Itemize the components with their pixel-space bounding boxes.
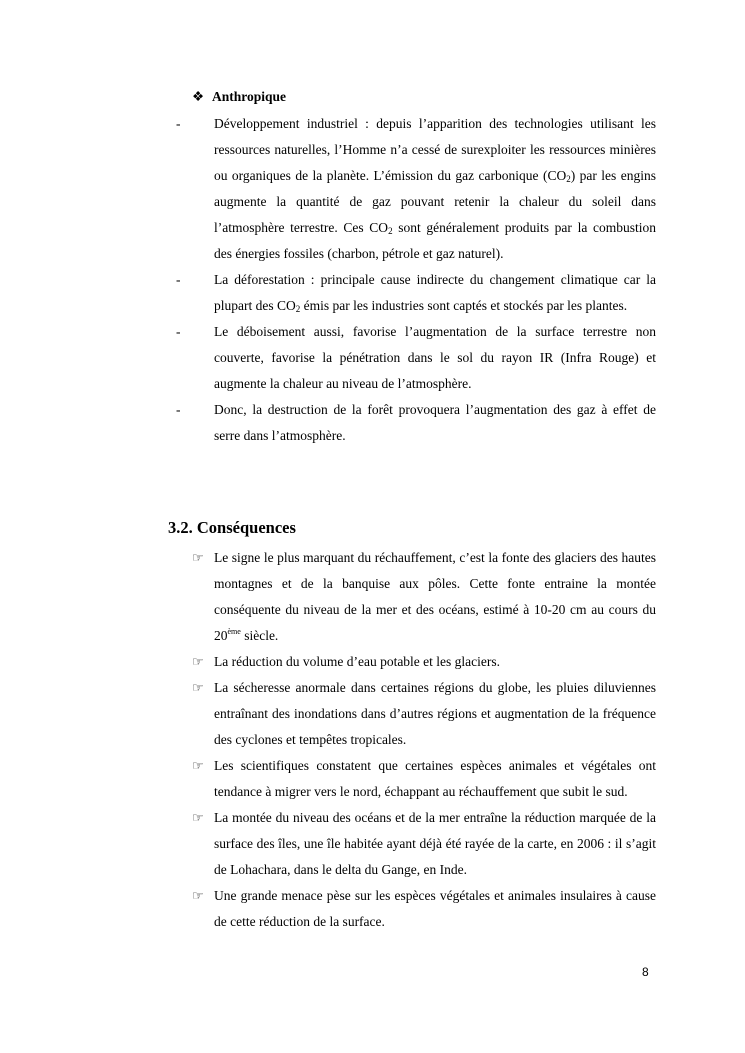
dash-bullet: - [176, 116, 181, 131]
list-item: - Le déboisement aussi, favorise l’augmentation de la surface terrestre non couverte, favorise la pénétration dans le sol du rayon IR (Infra Rouge) et augmente la chaleur au niveau de l’atmosphère. [176, 319, 656, 397]
pointing-hand-icon: ☞ [192, 680, 204, 695]
list-item: ☞ Les scientifiques constatent que certaines espèces animales et végétales ont tendance à migrer vers le nord, échappant au réchauffement que subit le sud. [176, 753, 656, 805]
subsection-heading [192, 87, 286, 107]
pointing-hand-icon: ☞ [192, 654, 204, 669]
list-item: ☞ Une grande menace pèse sur les espèces végétales et animales insulaires à cause de cette réduction de la surface. [176, 883, 656, 935]
list-item: - La déforestation : principale cause indirecte du changement climatique car la plupart des $CO_2$ émis par les industries sont captés et stockés par les plantes. [176, 267, 656, 319]
list-item: - Développement industriel : depuis l’apparition des technologies utilisant les ressources naturelles, l’Homme n’a cessé de surexploiter les ressources minières ou organiques de la planète. L’émission du gaz carbonique $(CO_2)$ par les engins augmente la quantité de gaz pouvant retenir la chaleur du soleil dans l’atmosphère terrestre. Ces $CO_2$ sont généralement produits par la combustion des énergies fossiles (charbon, pétrole et gaz naturel). [176, 111, 656, 267]
list-item: ☞ Le signe le plus marquant du réchauffement, c’est la fonte des glaciers des hautes montagnes et de la banquise aux pôles. Cette fonte entraine la montée conséquente du niveau de la mer et des océans, estimé à 10-20 cm au cours du 20ème siècle. [176, 545, 656, 649]
list-item: ☞ La sécheresse anormale dans certaines régions du globe, les pluies diluviennes entraînant des inondations dans d’autres régions et augmentation de la fréquence des cyclones et tempêtes tropicales. [176, 675, 656, 753]
consequences-list [176, 545, 656, 935]
subsection-title: Anthropique [212, 89, 287, 104]
page-number: 8 [642, 965, 649, 979]
dash-bullet: - [176, 402, 181, 417]
pointing-hand-icon: ☞ [192, 888, 204, 903]
list-item: ☞ La réduction du volume d’eau potable et les glaciers. [176, 649, 656, 675]
section-heading: 3.2. Conséquences [168, 518, 296, 537]
pointing-hand-icon: ☞ [192, 550, 204, 565]
dash-bullet: - [176, 272, 181, 287]
dash-bullet: - [176, 324, 181, 339]
list-item: ☞ La montée du niveau des océans et de la mer entraîne la réduction marquée de la surface des îles, une île habitée ayant déjà été rayée de la carte, en 2006 : il s’agit de Lohachara, dans le delta du Gange, en Inde. [176, 805, 656, 883]
list-item: - Donc, la destruction de la forêt provoquera l’augmentation des gaz à effet de serre dans l’atmosphère. [176, 397, 656, 449]
causes-list [176, 111, 656, 449]
diamond-bullet-icon: ❖ [192, 89, 205, 104]
pointing-hand-icon: ☞ [192, 758, 204, 773]
pointing-hand-icon: ☞ [192, 810, 204, 825]
